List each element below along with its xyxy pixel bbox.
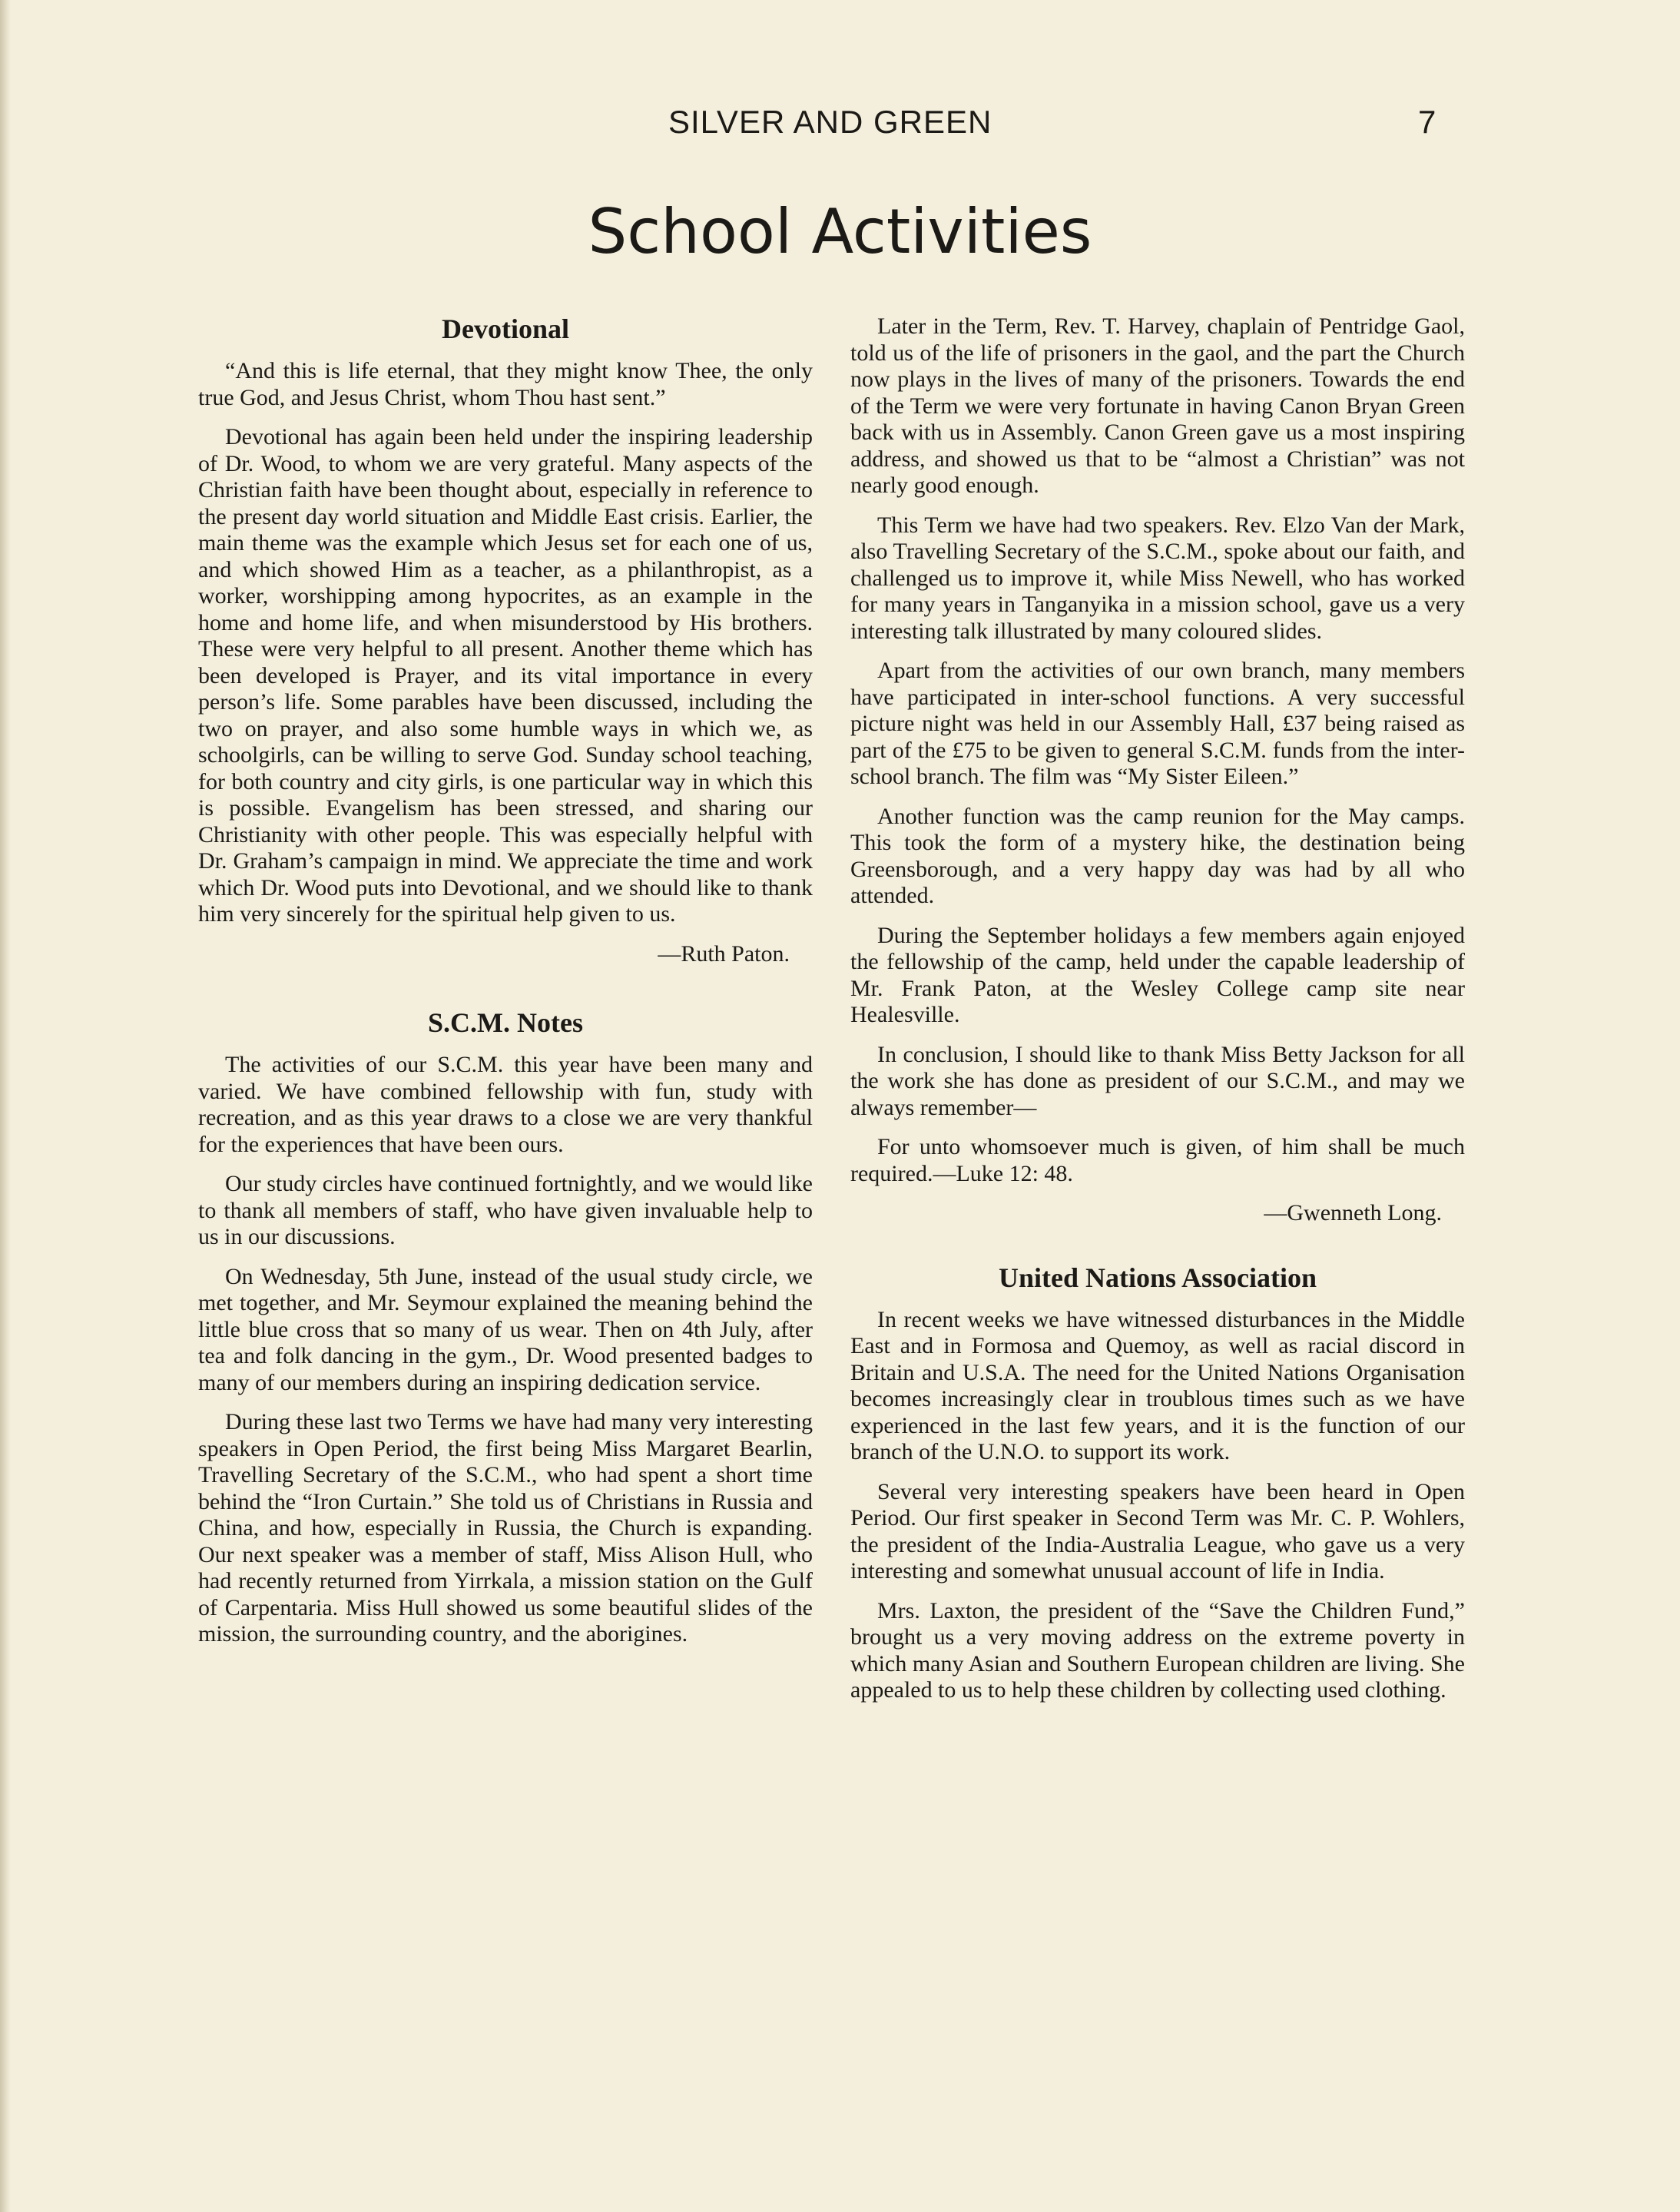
una-heading: United Nations Association [998,1262,1317,1293]
scm-paragraph: Another function was the camp reunion for the May camps. This took the form of a mystery hike, the destination being Greensborough, and a very happy day was had by all who attended. [850,803,1465,908]
running-title: SILVER AND GREEN [668,104,992,140]
scm-paragraph: On Wednesday, 5th June, instead of the usual study circle, we met together, and Mr. Seymour explained the meaning behind the little blue cross that so many of us wear. Then on 4th July, after tea and folk dancing in the gym., Dr. Wood presented badges to many of our members during an inspiring dedication service. [198,1263,813,1395]
devotional-signature: —Ruth Paton. [658,940,790,967]
devotional-paragraph: “And this is life eternal, that they might know Thee, the only true God, and Jesus Christ, whom Thou hast sent.” [198,358,813,410]
left-column [198,313,813,1661]
devotional-heading: Devotional [442,313,569,344]
page-title: School Activities [588,196,1092,267]
scm-paragraph: Our study circles have continued fortnightly, and we would like to thank all members of staff, who have given invaluable help to us in our discussions. [198,1171,813,1249]
una-paragraph: Several very interesting speakers have been heard in Open Period. Our first speaker in Second Term was Mr. C. P. Wohlers, the president of the India-Australia League, who gave us a very interesting and somewhat unusual account of life in India. [850,1478,1465,1584]
scm-paragraph: During these last two Terms we have had many very interesting speakers in Open Period, the first being Miss Margaret Bearlin, Travelling Secretary of the S.C.M., who had spent a short time behind the “Iron Curtain.” She told us of Christians in Russia and China, and how, especially in Russia, the Church is expanding. Our next speaker was a member of staff, Miss Alison Hull, who had recently returned from Yirrkala, a mission station on the Gulf of Carpentaria. Miss Hull showed us some beautiful slides of the mission, the surrounding country, and the aborigines. [198,1409,813,1647]
right-column [850,313,1465,1717]
scm-signature: —Gwenneth Long. [1264,1200,1442,1225]
page-number: 7 [1418,104,1436,140]
scm-paragraph: For unto whomsoever much is given, of him shall be much required.—Luke 12: 48. [850,1134,1465,1186]
page-header [0,104,1680,150]
una-paragraph: In recent weeks we have witnessed disturbances in the Middle East and in Formosa and Quemoy, as well as racial discord in Britain and U.S.A. The need for the United Nations Organisation becomes increasingly clear in troublous times such as we have experienced in the last few years, and it is the function of our branch of the U.N.O. to support its work. [850,1306,1465,1464]
una-paragraph: Mrs. Laxton, the president of the “Save the Children Fund,” brought us a very moving address on the extreme poverty in which many Asian and Southern European children are living. She appealed to us to help these children by collecting used clothing. [850,1597,1465,1703]
scm-paragraph: This Term we have had two speakers. Rev. Elzo Van der Mark, also Travelling Secretary of the S.C.M., spoke about our faith, and challenged us to improve it, while Miss Newell, who has worked for many years in Tanganyika in a mission school, gave us a very interesting talk illustrated by many coloured slides. [850,512,1465,644]
page-binding-shadow [0,0,11,2212]
devotional-paragraph: Devotional has again been held under the inspiring leadership of Dr. Wood, to whom we are very grateful. Many aspects of the Christian faith have been thought about, especially in reference to the present day world situation and Middle East crisis. Earlier, the main theme was the example which Jesus set for each one of us, and which showed Him as a teacher, as a philanthropist, as a worker, worshipping among hypocrites, as an example in the home and home life, and when misunderstood by His brothers. These were very helpful to all present. Another theme which has been developed is Prayer, and its vital importance in every person’s life. Some parables have been discussed, including the two on prayer, and also some humble ways in which we, as schoolgirls, can be willing to serve God. Sunday school teaching, for both country and city girls, is one particular way in which this is possible. Evangelism has been stressed, and sharing our Christianity with other people. This was especially helpful with Dr. Graham’s campaign in mind. We appreciate the time and work which Dr. Wood puts into Devotional, and we should like to thank him very sincerely for the spiritual help given to us. [198,424,813,927]
scm-paragraph: Apart from the activities of our own branch, many members have participated in inter-school functions. A very successful picture night was held in our Assembly Hall, £37 being raised as part of the £75 to be given to general S.C.M. funds from the inter-school branch. The film was “My Sister Eileen.” [850,658,1465,789]
scm-paragraph: During the September holidays a few members again enjoyed the fellowship of the camp, held under the capable leadership of Mr. Frank Paton, at the Wesley College camp site near Healesville. [850,922,1465,1027]
scm-paragraph: In conclusion, I should like to thank Miss Betty Jackson for all the work she has done as president of our S.C.M., and may we always remember— [850,1041,1465,1120]
scm-heading: S.C.M. Notes [428,1007,583,1038]
scm-paragraph: Later in the Term, Rev. T. Harvey, chaplain of Pentridge Gaol, told us of the life of prisoners in the gaol, and the part the Church now plays in the lives of many of the prisoners. Towards the end of the Term we were very fortunate in having Canon Bryan Green back with us in Assembly. Canon Green gave us a most inspiring address, and showed us that to be “almost a Christian” was not nearly good enough. [850,313,1465,498]
scm-paragraph: The activities of our S.C.M. this year have been many and varied. We have combined fellowship with fun, study with recreation, and as this year draws to a close we are very thankful for the experiences that have been ours. [198,1052,813,1157]
